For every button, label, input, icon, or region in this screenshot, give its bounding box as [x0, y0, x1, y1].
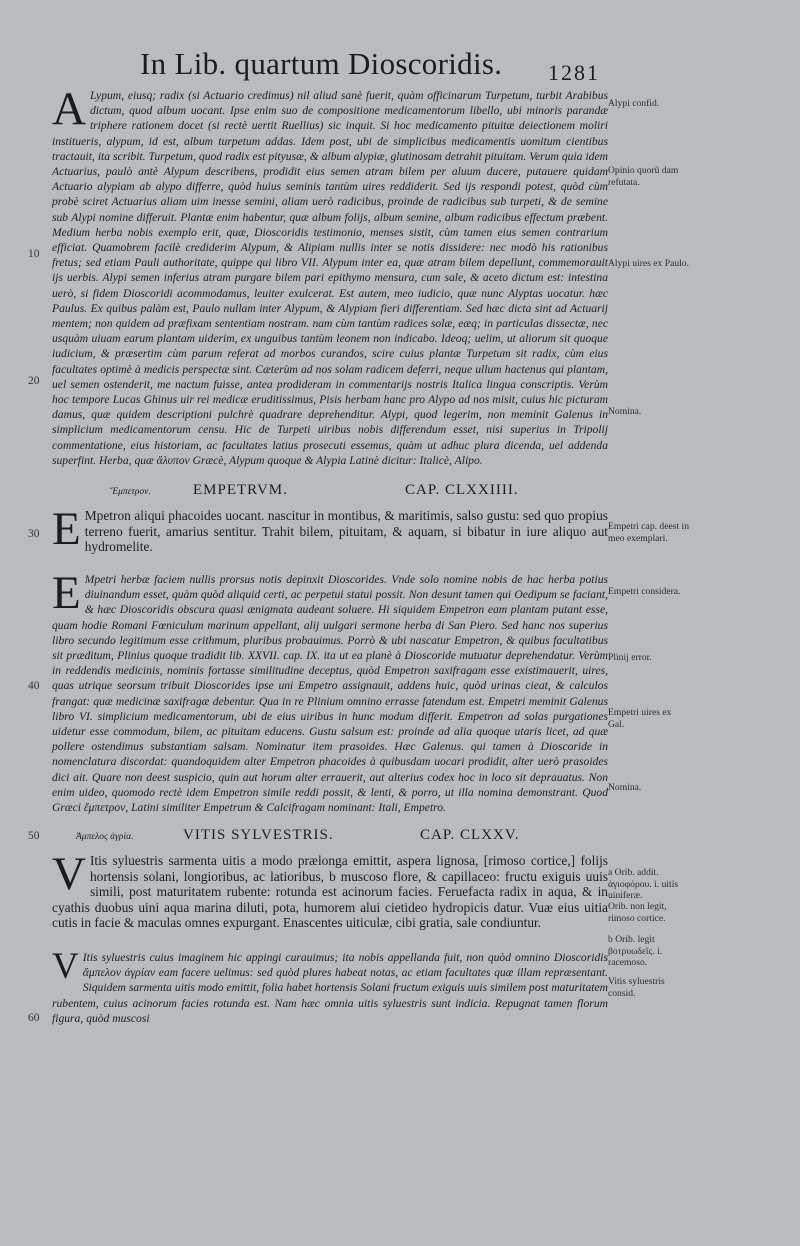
margin-note: Orib. non legit, rimoso cortice.: [608, 901, 667, 924]
greek-name: Ἀμπελος ἀγρία.: [76, 832, 134, 842]
paragraph-text: Lypum, eiusq; radix (si Actuario credimus) nil aliud sanè fuerit, quàm officinarum Turpetum, turbit Arabibus dictum, quod album uocant. Ipse enim suo de compositione medicamentorum libello, ubi minoris parandæ triphere rationem docet (si rectè uertit Ruellius) sic inquit. Si hoc medicamento pituitæ deiectionem moliri institueris, alypum, id est, album turpetum addas. Idem post, ubi de simplicibus medicamentis uomitum cientibus tractauit, ita scribit. Turpetum, quod radix est pityusæ, & album alypiæ, glutinosam detrahit pituitam. Verum quia idem Actuarius, paulò antè Alypum describens, prodidit eius semen atram bilem per aluum ducere, putauere quidam Actuario alypiam ab alypo differre, quòd huius seminis tantùm uires reddiderit. Sed ijs respondi potest, quòd cùm probè sciret Actuarius aliam uim inesse semini, aliam uerò radicibus, proinde de radicibus sub turpeti, & de semine sub Alypi nomine differuit. Plantæ enim habentur, quæ album folijs, album semine, album radicibus effectum præbent. Medium herba nobis exemplo erit, quæ, Dioscoridis testimonio, menses sistit, cùm tamen eius semen contrarium efficiat. Quamobrem facilè crediderim Alypum, & Alipiam nullis inter se notis dissidere: nec modò his rationibus fretus; sed etiam Pauli authoritate, quippe qui libro VII. Alypum inter ea, quæ atram bilem depellunt, commemorauit ijs uerbis. Alypi semen inferius atram purgare bilem pari epithymo mensura, cum sale, & aceto dictum est: intestina uerò, si fidem Dioscoridi acommodamus, leuiter exulcerat. Est autem, meo iudicio, quæ nunc Alyptas uocatur. hæc Paulus. Ex quibus palàm est, Paulo nullam inter Alypum, & Alypiam fieri differentiam. Sed hæc dicta sint ad Actuarij mentem; non quidem ad præfixam sententiam nostram. nam cùm tantùm radices solæ, eæq; in particulas dissectæ, nec usquàm uiuam earum plantam uiderim, ex unguibus tantùm leonem non indicabo. Ideoq; uelim, ut aliorum sit quoque iudicium, & præsertim cùm parum referat ad morbos curandos, scire cuius plantæ Turpetum sit radix, cùm eius facultates optimè à medicis perspectæ sint. Cæterùm ad nos solam radicem deferri, neque ullum hactenus qui plantam, uel semen ostenderit, me nactum fuisse, antea prodideram in commentarijs nostris Italica lingua conscriptis. Verùm hoc tempore Lucas Ghinus uir rei medicæ eruditissimus, Pisis herbam hanc pro Alypo ad nos misit, cuius hic picturam damus, quæ quidem descriptioni pulchrè quadrare deprehenditur. Alypi, quod legerim, non meminit Galenus in simplicium medicamentorum censu. Hic de Turpeti uiribus nobis differendum esset, nisi superius in Tripolij commentatione, eius historiam, ac facultates latius prosecuti essemus, quàm ut adhuc plura dicenda, uel addenda superfint. Herba, quæ ἄλυπον Græcè, Alypum quoque & Alypia Latinè dicitur: Italicè, Alipo.: [52, 89, 608, 467]
margin-note: Vitis syluestris consid.: [608, 976, 665, 999]
running-title: In Lib. quartum Dioscoridis.: [140, 46, 503, 81]
drop-cap: V: [52, 946, 79, 987]
margin-note: Empetri considera.: [608, 586, 681, 597]
drop-cap: V: [52, 848, 86, 900]
folio-number: 1281: [548, 60, 600, 85]
margin-note: Alypi confid.: [608, 98, 660, 109]
margin-note: b Orib. legit βοτρυωδεῖς. i. racemoso.: [608, 934, 663, 968]
chapter-title: VITIS SYLVESTRIS.: [183, 827, 334, 843]
paragraph-text: Itis syluestris cuius imaginem hic appingi curauimus; ita nobis appellanda fuit, non quòd omnino Dioscoridis ἄμπελον ἀγρίαν eam facere uelimus: sed quòd plures habeat notas, ac etiam facultates quæ illam repræsentant. Siquidem sarmenta uitis modo emittit, folia habet hortensis Solani fructum exiguis uuis similem post maturitatem rubentem, cuius acinorum facies rotunda est. Nam hæc omnia uitis syluestris sunt indicia. Repugnat tamen florum figura, quòd muscosi: [52, 951, 608, 1025]
alypum-commentary: [52, 83, 608, 467]
line-number: 30: [28, 528, 40, 540]
greek-name: Ἔμπετρον.: [110, 487, 151, 497]
paragraph-text: Mpetri herbæ faciem nullis prorsus notis depinxit Dioscorides. Vnde solo nomine nobis de hac herba potius diuinandum esset, quàm quòd aliquid certi, ac perpetui statui possit. Non desunt tamen qui Oedipum se faciant, & hæc Dioscoridis obscura quasi ænigmata audeant soluere. Hi siquidem Empetron eam plantam putant esse, quam hodie Romani Fœniculum marinum appellant, alij uulgari sermone herba di San Piero. Sed hanc nos superius libro secundo legitimum esse crithmum, pluribus probauimus. Porrò & ubi nascatur Empetron, & quibus facultatibus sit præditum, Plinius quoque tradidit lib. XXVII. cap. IX. ita ut ea planè à Dioscoride mutuatur deprehendatur. Verùm in reddendis medicinis, nominis fortasse similitudine deceptus, quòd Empetron saxifragam esse existimauerit, uires, quas utrique seorsum tribuit Dioscorides ipse uni Empetro assignauit, addens huic, quòd urinas cieat, & calculos frangat: quæ medicinæ saxifragæ debentur. Qua in re Plinium omnino errasse fatendum est. Empetri meminit Galenus libro VI. simplicium medicamentorum, ubi de eius uiribus in hunc modum differit. Empetron ad solas purgationes uidetur esse commodum, bilem, ac pituitam educens. Gustu salsum est: proinde ad alia quoque utaris licet, ad quæ pollere ostendimus substantiam salsam. Nominatur item prasoides. Hæc Galenus. qui tamen à Dioscoride in nomenclatura discordat: quandoquidem alter Empetron phacoides à quibusdam uocari prodidit, alter uerò prasoides dici ait. Quare non deest suspicio, quin aut horum alter errauerit, aut alterius codex hoc in loco sit deprauatus. Non enim uideo, quomodo rectè idem Empetron simile reddi possit, & lenti, & porro, ut illa nomina demonstrant. Quod Græci ἔμπετρον, Latini similiter Empetrum & Calcifragam nominant: Itali, Empetro.: [52, 573, 608, 815]
empetrum-commentary: [52, 567, 608, 815]
margin-note: Plinij error.: [608, 652, 652, 663]
margin-note: Empetri uires ex Gal.: [608, 707, 672, 730]
chapter-number: CAP. CLXXIIII.: [405, 482, 519, 498]
vitis-text: [52, 848, 608, 947]
line-number: 40: [28, 680, 40, 692]
line-number: 50: [28, 830, 40, 842]
vitis-commentary: [52, 946, 608, 1040]
chapter-number: CAP. CLXXV.: [420, 827, 520, 843]
paragraph-text: Itis syluestris sarmenta uitis a modo prælonga emittit, aspera lignosa, [rimoso cortice,] folijs hortensis solani, longioribus, ac latioribus, b muscoso flore, & capillaceo: fructu exiguis uuis simili, post maturitatem rubente: rotunda est acinorum facies. Feruefacta radix in aqua, & in cyathis duobus uini aqua marina diluti, pota, humorem alui cietideo hydropicis datur. Vuæ eius uitia cutis in facie & maculas omnes expurgant. Enascentes uiticulæ, cibi gratia, sale condiuntur.: [52, 853, 608, 931]
margin-note: Alypi uires ex Paulo.: [608, 258, 690, 269]
line-number: 20: [28, 375, 40, 387]
margin-note: Nomina.: [608, 782, 642, 793]
chapter-title: EMPETRVM.: [193, 482, 288, 498]
paragraph-text: Mpetron aliqui phacoides uocant. nascitur in montibus, & maritimis, salso gustu: sed quo propius terreno fuerit, amarius sentitur. Trahit bilem, pituitam, & aquam, si bibatur in iure aliquo aut hydromelite.: [84, 508, 608, 555]
drop-cap: E: [52, 503, 81, 555]
empetrum-text: [52, 503, 608, 560]
margin-note: Empetri cap. deest in meo exemplari.: [608, 521, 689, 544]
drop-cap: A: [52, 83, 86, 135]
line-number: 10: [28, 248, 40, 260]
line-number: 60: [28, 1012, 40, 1024]
margin-note: Opinio quorũ dam refutata.: [608, 165, 679, 188]
drop-cap: E: [52, 567, 81, 619]
margin-note: a Orib. addit. ἀγιοφόρου. i. uitis uiniferæ.: [608, 867, 679, 901]
margin-note: Nomina.: [608, 406, 642, 417]
